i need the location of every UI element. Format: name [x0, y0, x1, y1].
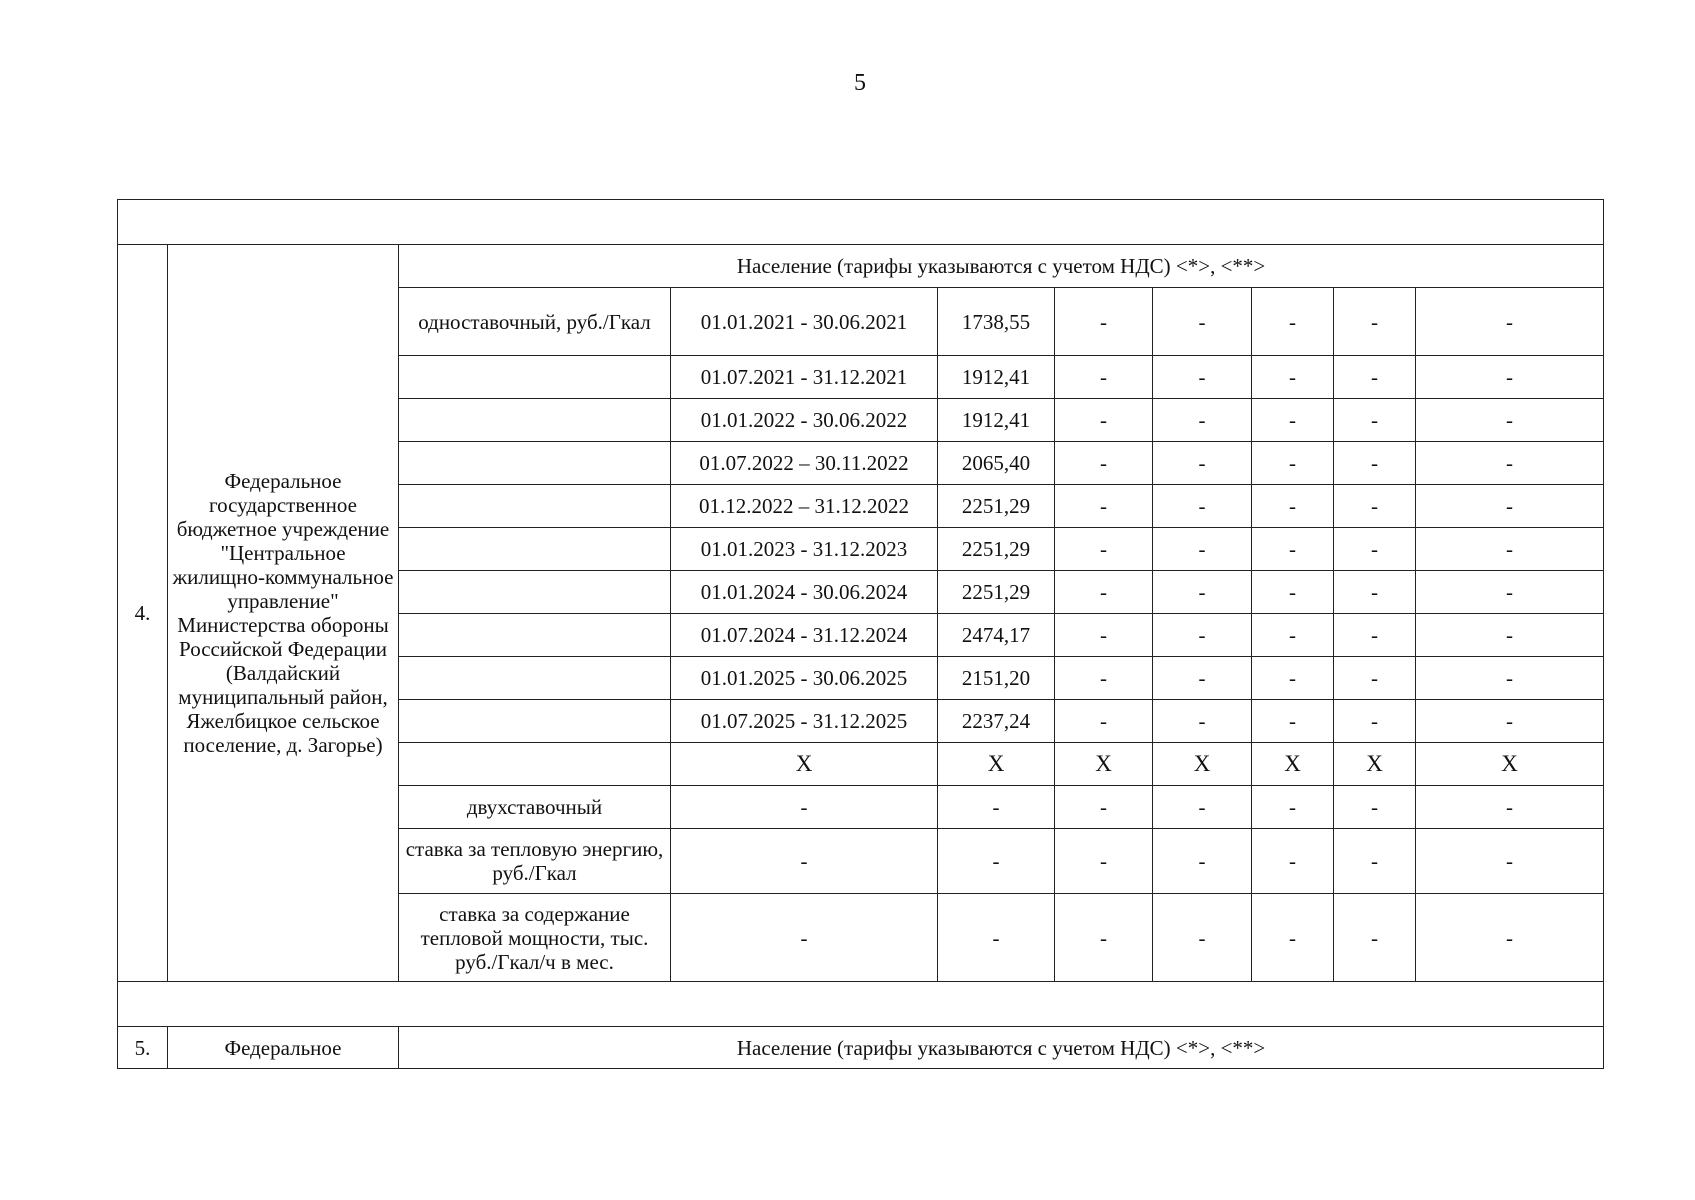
- empty-value-cell: -: [1153, 614, 1252, 657]
- empty-value-cell: -: [1055, 657, 1153, 700]
- empty-value-cell: -: [1252, 528, 1334, 571]
- empty-value-cell: -: [1153, 442, 1252, 485]
- empty-value-cell: -: [671, 894, 938, 982]
- tariff-type: ставка за содержание тепловой мощности, тыс. руб./Гкал/ч в мес.: [399, 894, 671, 982]
- spacer-row: [118, 200, 1604, 245]
- tariff-value: 2474,17: [938, 614, 1055, 657]
- period-cell: 01.01.2025 - 30.06.2025: [671, 657, 938, 700]
- empty-value-cell: -: [1055, 894, 1153, 982]
- empty-value-cell: -: [1252, 485, 1334, 528]
- x-cell: X: [1334, 743, 1416, 786]
- empty-value-cell: -: [1416, 700, 1604, 743]
- empty-value-cell: -: [1334, 288, 1416, 356]
- empty-value-cell: -: [1334, 894, 1416, 982]
- table-row: [118, 245, 1604, 288]
- empty-value-cell: -: [1416, 786, 1604, 829]
- tariff-value: 2251,29: [938, 485, 1055, 528]
- empty-value-cell: -: [1153, 399, 1252, 442]
- empty-value-cell: -: [1153, 528, 1252, 571]
- tariff-value: 2251,29: [938, 528, 1055, 571]
- empty-value-cell: -: [671, 829, 938, 894]
- empty-value-cell: -: [1416, 571, 1604, 614]
- period-cell: 01.01.2024 - 30.06.2024: [671, 571, 938, 614]
- empty-value-cell: -: [938, 894, 1055, 982]
- empty-value-cell: -: [1252, 442, 1334, 485]
- period-cell: 01.01.2023 - 31.12.2023: [671, 528, 938, 571]
- tariff-value: 2151,20: [938, 657, 1055, 700]
- tariff-type: двухставочный: [399, 786, 671, 829]
- empty-value-cell: -: [938, 829, 1055, 894]
- empty-value-cell: -: [1055, 571, 1153, 614]
- row-number: 5.: [118, 1027, 168, 1069]
- tariff-type: [399, 356, 671, 399]
- empty-value-cell: -: [1334, 614, 1416, 657]
- period-cell: 01.01.2022 - 30.06.2022: [671, 399, 938, 442]
- empty-value-cell: -: [1416, 442, 1604, 485]
- empty-value-cell: -: [1055, 700, 1153, 743]
- period-cell: 01.07.2022 – 30.11.2022: [671, 442, 938, 485]
- x-cell: X: [1055, 743, 1153, 786]
- empty-value-cell: -: [1416, 356, 1604, 399]
- empty-value-cell: -: [1252, 571, 1334, 614]
- tariff-type: [399, 485, 671, 528]
- empty-value-cell: -: [1153, 786, 1252, 829]
- spacer-cell: [118, 982, 1604, 1027]
- tariff-type: [399, 571, 671, 614]
- empty-value-cell: -: [1153, 894, 1252, 982]
- empty-value-cell: -: [1416, 829, 1604, 894]
- consumer-group-label: Население (тарифы указываются с учетом НДС) <*>, <**>: [399, 1027, 1604, 1069]
- empty-value-cell: -: [1252, 786, 1334, 829]
- page-number: 5: [854, 70, 866, 96]
- empty-value-cell: -: [1416, 288, 1604, 356]
- x-cell: X: [671, 743, 938, 786]
- empty-value-cell: -: [1416, 528, 1604, 571]
- tariff-type: одноставочный, руб./Гкал: [399, 288, 671, 356]
- empty-value-cell: -: [1334, 657, 1416, 700]
- tariff-value: 1912,41: [938, 399, 1055, 442]
- empty-value-cell: -: [1252, 399, 1334, 442]
- tariff-type: [399, 528, 671, 571]
- empty-value-cell: -: [1334, 485, 1416, 528]
- empty-value-cell: -: [1153, 700, 1252, 743]
- x-cell: X: [1153, 743, 1252, 786]
- period-cell: 01.01.2021 - 30.06.2021: [671, 288, 938, 356]
- empty-value-cell: -: [1055, 786, 1153, 829]
- empty-value-cell: -: [1416, 894, 1604, 982]
- empty-value-cell: -: [1334, 571, 1416, 614]
- empty-value-cell: -: [1252, 614, 1334, 657]
- empty-value-cell: -: [1252, 657, 1334, 700]
- empty-value-cell: -: [1252, 894, 1334, 982]
- empty-value-cell: -: [1055, 528, 1153, 571]
- tariff-type: [399, 399, 671, 442]
- empty-value-cell: -: [1252, 288, 1334, 356]
- tariff-type: [399, 442, 671, 485]
- tariff-type: [399, 614, 671, 657]
- empty-value-cell: -: [1055, 614, 1153, 657]
- tariff-type: ставка за тепловую энергию, руб./Гкал: [399, 829, 671, 894]
- empty-value-cell: -: [1055, 399, 1153, 442]
- empty-value-cell: -: [938, 786, 1055, 829]
- period-cell: 01.07.2021 - 31.12.2021: [671, 356, 938, 399]
- empty-value-cell: -: [671, 786, 938, 829]
- empty-value-cell: -: [1334, 700, 1416, 743]
- empty-value-cell: -: [1334, 829, 1416, 894]
- tariff-type: [399, 657, 671, 700]
- empty-value-cell: -: [1334, 356, 1416, 399]
- tariff-value: 1738,55: [938, 288, 1055, 356]
- empty-value-cell: -: [1055, 829, 1153, 894]
- empty-value-cell: -: [1252, 700, 1334, 743]
- empty-value-cell: -: [1153, 356, 1252, 399]
- empty-value-cell: -: [1334, 786, 1416, 829]
- tariff-type: [399, 743, 671, 786]
- tariff-value: 2065,40: [938, 442, 1055, 485]
- tariff-type: [399, 700, 671, 743]
- empty-value-cell: -: [1055, 288, 1153, 356]
- empty-value-cell: -: [1153, 288, 1252, 356]
- empty-value-cell: -: [1416, 657, 1604, 700]
- organization-name: Федеральное: [168, 1027, 399, 1069]
- empty-value-cell: -: [1252, 829, 1334, 894]
- empty-value-cell: -: [1334, 442, 1416, 485]
- period-cell: 01.07.2025 - 31.12.2025: [671, 700, 938, 743]
- tariff-value: 2237,24: [938, 700, 1055, 743]
- empty-value-cell: -: [1153, 657, 1252, 700]
- empty-value-cell: -: [1416, 485, 1604, 528]
- empty-value-cell: -: [1055, 356, 1153, 399]
- consumer-group-label: Население (тарифы указываются с учетом НДС) <*>, <**>: [399, 245, 1604, 288]
- tariff-value: 1912,41: [938, 356, 1055, 399]
- empty-value-cell: -: [1252, 356, 1334, 399]
- empty-value-cell: -: [1153, 571, 1252, 614]
- organization-name: Федеральное государственное бюджетное учреждение "Центральное жилищно-коммунальное управление" Министерства обороны Российской Федерации (Валдайский муниципальный район, Яжелбицкое сельское поселение, д. Загорье): [168, 245, 399, 982]
- table-row: [118, 1027, 1604, 1069]
- tariff-value: 2251,29: [938, 571, 1055, 614]
- empty-value-cell: -: [1055, 485, 1153, 528]
- empty-value-cell: -: [1416, 614, 1604, 657]
- period-cell: 01.12.2022 – 31.12.2022: [671, 485, 938, 528]
- empty-value-cell: -: [1334, 399, 1416, 442]
- x-cell: X: [1416, 743, 1604, 786]
- tariff-table: [117, 199, 1604, 1069]
- empty-value-cell: -: [1416, 399, 1604, 442]
- period-cell: 01.07.2024 - 31.12.2024: [671, 614, 938, 657]
- empty-value-cell: -: [1334, 528, 1416, 571]
- empty-value-cell: -: [1153, 485, 1252, 528]
- spacer-row: [118, 982, 1604, 1027]
- row-number: 4.: [118, 245, 168, 982]
- x-cell: X: [938, 743, 1055, 786]
- x-cell: X: [1252, 743, 1334, 786]
- empty-value-cell: -: [1153, 829, 1252, 894]
- empty-value-cell: -: [1055, 442, 1153, 485]
